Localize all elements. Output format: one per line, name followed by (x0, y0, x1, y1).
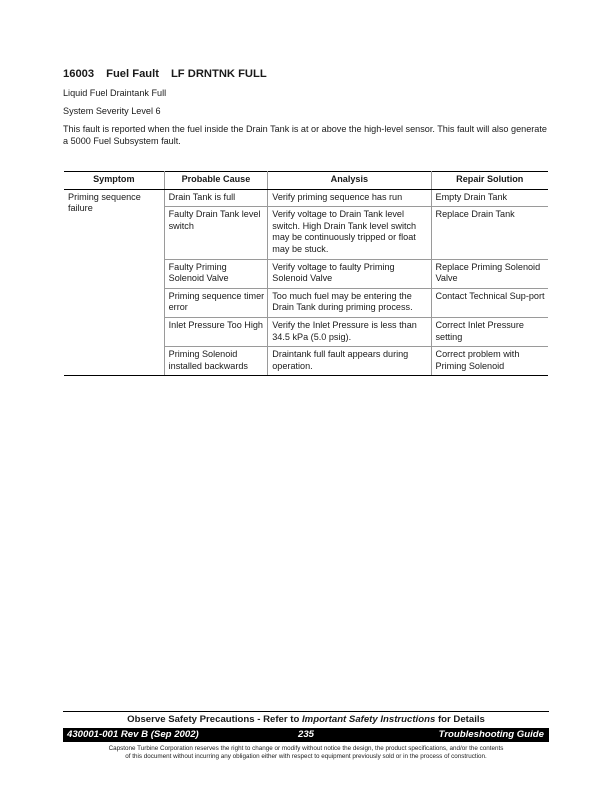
footer-rule (63, 711, 549, 712)
symptom-cell: Priming sequence failure (64, 189, 164, 376)
table-row (64, 189, 548, 207)
cause-cell: Priming Solenoid installed backwards (164, 347, 268, 376)
safety-suffix: for Details (435, 714, 485, 725)
header-probable-cause: Probable Cause (164, 172, 268, 190)
analysis-cell: Verify voltage to faulty Priming Solenoid Valve (268, 259, 431, 288)
cause-cell: Drain Tank is full (164, 189, 268, 207)
analysis-cell: Verify priming sequence has run (268, 189, 431, 207)
repair-cell: Replace Drain Tank (431, 207, 548, 259)
fault-heading (63, 68, 279, 80)
header-analysis: Analysis (268, 172, 431, 190)
cause-cell: Faulty Drain Tank level switch (164, 207, 268, 259)
disclaimer-line-1: Capstone Turbine Corporation reserves the right to change or modify without notice the design, the product specifications, and/or the contents (108, 745, 504, 752)
header-repair-solution: Repair Solution (431, 172, 548, 190)
fault-description: This fault is reported when the fuel inside the Drain Tank is at or above the high-level sensor. This fault will also generate a 5000 Fuel Subsystem fault. (63, 124, 547, 146)
safety-instructions-reference: Important Safety Instructions (302, 714, 436, 725)
guide-title: Troubleshooting Guide (438, 729, 544, 740)
repair-cell: Correct problem with Priming Solenoid (431, 347, 548, 376)
cause-cell: Faulty Priming Solenoid Valve (164, 259, 268, 288)
table-header-row (64, 172, 548, 190)
fault-mnemonic: LF DRNTNK FULL (170, 68, 267, 80)
repair-cell: Contact Technical Sup-port (431, 288, 548, 317)
fault-code: 16003 (63, 68, 95, 80)
repair-cell: Replace Priming Solenoid Valve (431, 259, 548, 288)
analysis-cell: Too much fuel may be entering the Drain Tank during priming process. (268, 288, 431, 317)
safety-prefix: Observe Safety Precautions - Refer to (127, 714, 303, 725)
disclaimer (63, 745, 549, 761)
cause-cell: Inlet Pressure Too High (164, 317, 268, 346)
analysis-cell: Verify the Inlet Pressure is less than 34.5 kPa (5.0 psig). (268, 317, 431, 346)
header-symptom: Symptom (64, 172, 164, 190)
document-number: 430001-001 Rev B (Sep 2002) (67, 729, 199, 740)
repair-cell: Correct Inlet Pressure setting (431, 317, 548, 346)
fault-subtitle: Liquid Fuel Draintank Full (63, 88, 167, 98)
disclaimer-line-2: of this document without incurring any obligation either with respect to equipment previously sold or in the process of construction. (125, 753, 487, 760)
repair-cell: Empty Drain Tank (435, 191, 508, 202)
page-number: 235 (297, 729, 314, 740)
analysis-cell: Draintank full fault appears during operation. (268, 347, 431, 376)
analysis-cell: Verify voltage to Drain Tank level switch. High Drain Tank level switch may be continuously tripped or float may be stuck. (268, 207, 431, 259)
footer-bar (63, 728, 549, 742)
fault-name: Fuel Fault (106, 68, 159, 80)
troubleshooting-table (64, 171, 548, 376)
fault-severity: System Severity Level 6 (63, 106, 161, 116)
safety-notice (63, 714, 549, 725)
cause-cell: Priming sequence timer error (164, 288, 268, 317)
